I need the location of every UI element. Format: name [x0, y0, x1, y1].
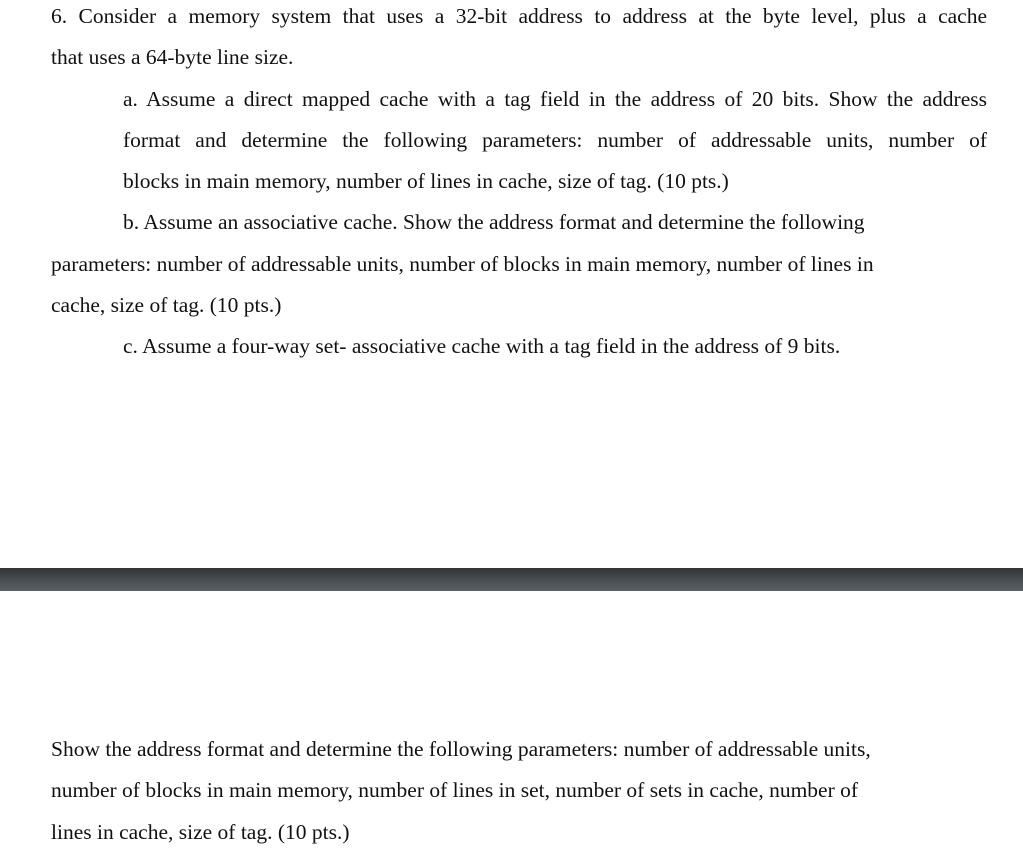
part-b-line-3: cache, size of tag. (10 pts.): [51, 293, 282, 317]
part-b-line-1: b. Assume an associative cache. Show the address format and determine the following: [123, 210, 865, 234]
page-break-divider: [0, 568, 1023, 591]
document-page-bottom: [0, 591, 1023, 857]
part-c-line-1: c. Assume a four-way set- associative cache with a tag field in the address of 9 bits.: [123, 334, 841, 358]
question-intro-line-1: 6. Consider a memory system that uses a 32-bit address to address at the byte level, plus a cache: [51, 4, 987, 28]
part-a-line-3: blocks in main memory, number of lines in cache, size of tag. (10 pts.): [123, 169, 729, 193]
part-a-line-2: format and determine the following parameters: number of addressable units, number of: [123, 128, 987, 152]
question-intro-line-2: that uses a 64-byte line size.: [51, 45, 294, 69]
part-a-line-1: a. Assume a direct mapped cache with a tag field in the address of 20 bits. Show the address: [123, 87, 987, 111]
part-c-line-2: Show the address format and determine the following parameters: number of addressable units,: [51, 737, 871, 761]
part-b-line-2: parameters: number of addressable units, number of blocks in main memory, number of lines in: [51, 252, 874, 276]
part-c-line-4: lines in cache, size of tag. (10 pts.): [51, 820, 350, 844]
part-c-line-3: number of blocks in main memory, number of lines in set, number of sets in cache, number of: [51, 778, 859, 802]
